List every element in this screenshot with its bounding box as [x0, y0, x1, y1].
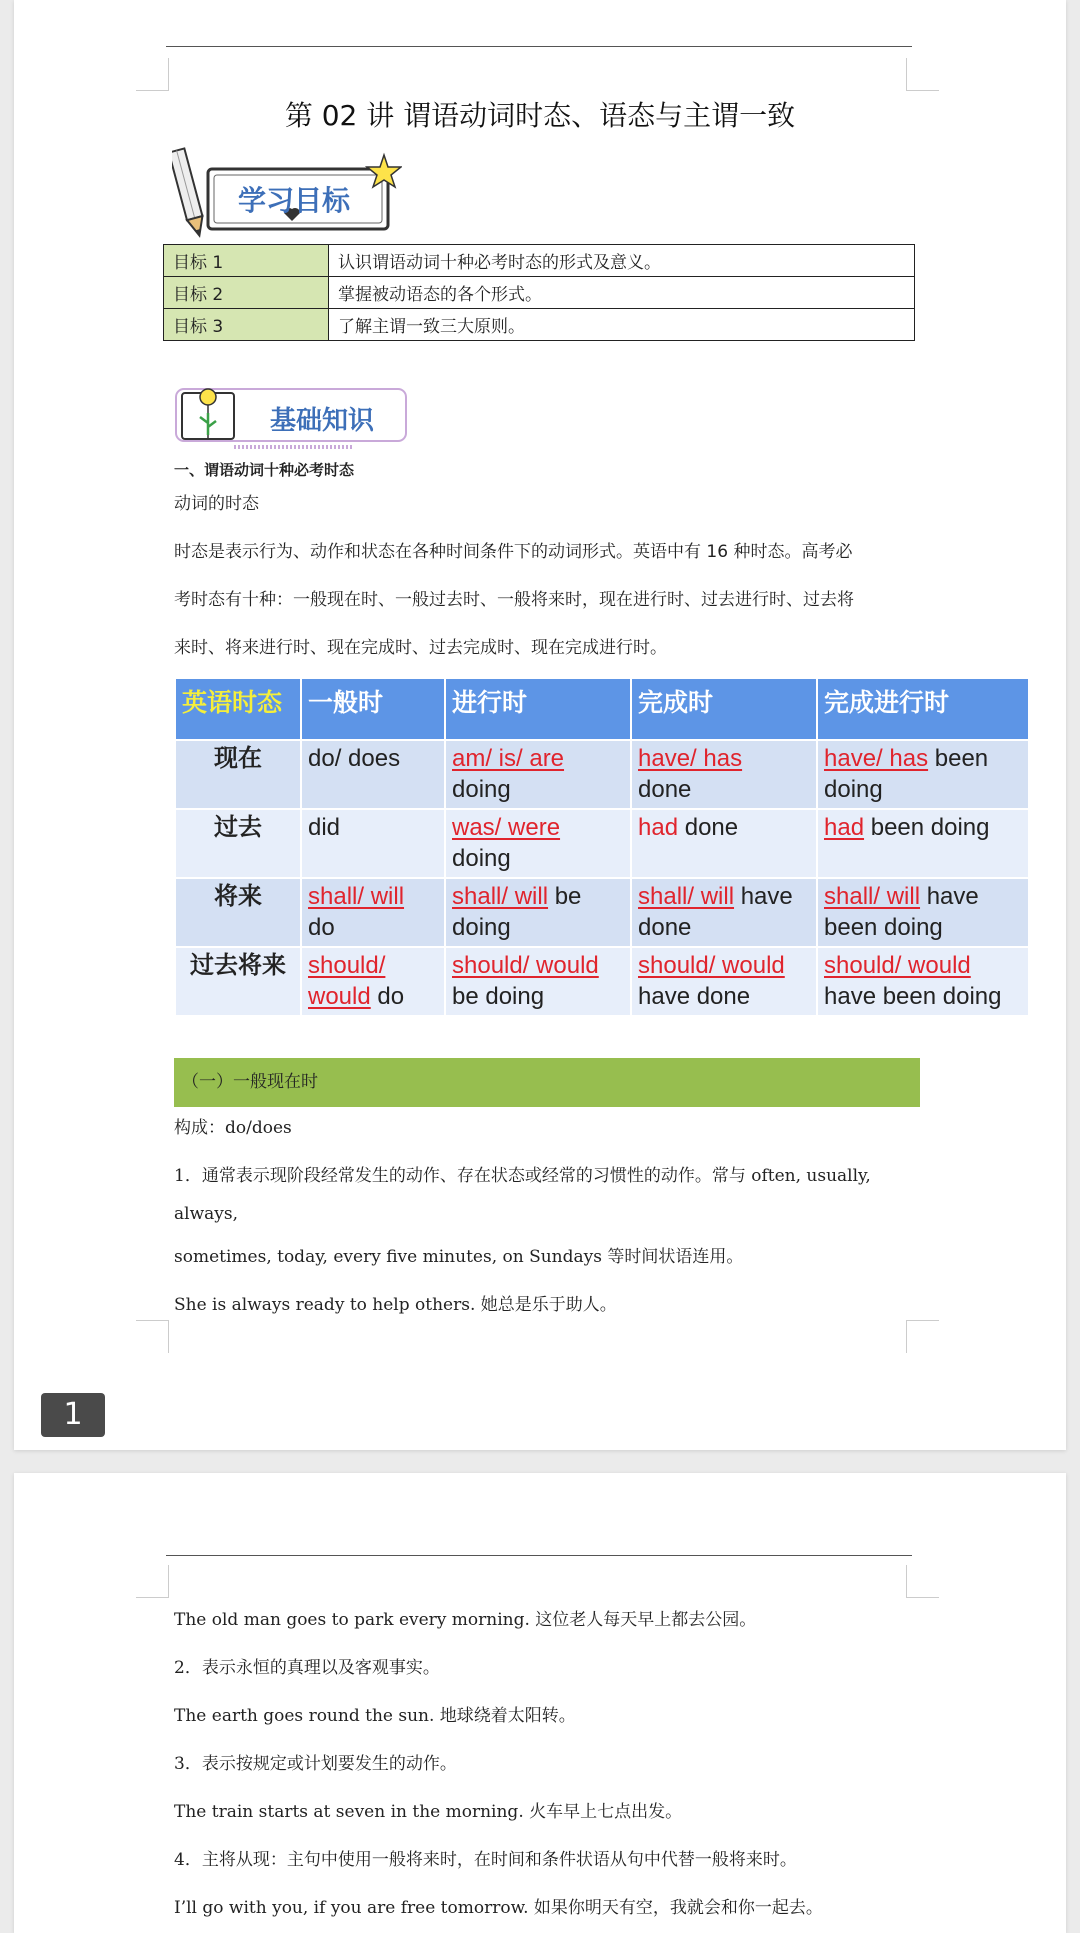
cell-text: be doing [452, 983, 545, 1010]
table-cell: did [302, 810, 444, 877]
subsection-bar [174, 1058, 920, 1107]
cell-text: be doing [452, 883, 582, 941]
table-cell [446, 879, 630, 946]
section-heading: 一、谓语动词十种必考时态 [174, 461, 355, 479]
goals-banner-label: 学习目标 [238, 184, 351, 217]
row-label: 过去 [176, 810, 300, 877]
highlight-text: shall/ will [308, 883, 405, 910]
table-cell [818, 741, 1028, 808]
row-label: 现在 [176, 741, 300, 808]
paragraph-line: always, [174, 1204, 238, 1224]
highlight-text: should/ would [824, 952, 971, 979]
cell-text: have been doing [824, 983, 1002, 1010]
paragraph-line: 3．表示按规定或计划要发生的动作。 [174, 1754, 457, 1774]
document-page-1 [14, 0, 1066, 1450]
table-cell [302, 948, 444, 1015]
goal-key: 目标 1 [164, 245, 329, 277]
corner-mark [906, 1320, 939, 1353]
table-row [164, 277, 915, 309]
highlight-text: have/ has [638, 745, 743, 772]
goal-key: 目标 2 [164, 277, 329, 309]
cell-text: doing [452, 845, 511, 872]
table-cell [446, 741, 630, 808]
header-rule [166, 1555, 912, 1556]
highlight-text: have/ has [824, 745, 929, 772]
highlight-text: had [638, 814, 679, 841]
row-label: 过去将来 [176, 948, 300, 1015]
table-row [164, 309, 915, 341]
paragraph-line: sometimes, today, every five minutes, on Sundays 等时间状语连用。 [174, 1247, 744, 1267]
highlight-text: should/ would [452, 952, 599, 979]
corner-mark [136, 58, 169, 91]
table-row [164, 245, 915, 277]
goals-table [163, 244, 915, 341]
table-header-row [176, 679, 1028, 739]
corner-mark [136, 1565, 169, 1598]
column-header: 一般时 [302, 679, 444, 739]
corner-mark [906, 58, 939, 91]
cell-text: do [308, 914, 335, 941]
cell-text: done [638, 776, 692, 803]
paragraph-line: 2．表示永恒的真理以及客观事实。 [174, 1658, 440, 1678]
table-row [176, 810, 1028, 877]
table-cell [632, 879, 816, 946]
header-rule [166, 46, 912, 47]
highlight-text: shall/ will [452, 883, 549, 910]
table-cell [632, 810, 816, 877]
document-page-2 [14, 1473, 1066, 1933]
paragraph-line: 考时态有十种：一般现在时、一般过去时、一般将来时，现在进行时、过去进行时、过去将 [174, 590, 854, 610]
cell-text: doing [452, 776, 511, 803]
table-row [176, 948, 1028, 1015]
highlight-text: had [824, 814, 865, 841]
table-cell [632, 948, 816, 1015]
cell-text: have been doing [824, 883, 979, 941]
page-number-badge: 1 [41, 1393, 105, 1437]
paragraph-line: 1．通常表示现阶段经常发生的动作、存在状态或经常的习惯性的动作。常与 often, usually, [174, 1166, 871, 1186]
section-subheading: 动词的时态 [174, 494, 259, 514]
basics-banner-label: 基础知识 [270, 406, 375, 436]
row-label: 将来 [176, 879, 300, 946]
corner-mark [906, 1565, 939, 1598]
tense-table [174, 677, 1030, 1017]
example-line: I’ll go with you, if you are free tomorrow. 如果你明天有空，我就会和你一起去。 [174, 1898, 823, 1918]
cell-text: have done [638, 883, 793, 941]
table-cell [632, 741, 816, 808]
paragraph-line: 4．主将从现：主句中使用一般将来时，在时间和条件状语从句中代替一般将来时。 [174, 1850, 797, 1870]
column-header: 英语时态 [176, 679, 300, 739]
example-line: The old man goes to park every morning. 这位老人每天早上都去公园。 [174, 1610, 757, 1630]
goal-text: 了解主谓一致三大原则。 [329, 309, 915, 341]
table-cell [302, 879, 444, 946]
table-row [176, 741, 1028, 808]
table-row [176, 879, 1028, 946]
subsection-title: （一）一般现在时 [182, 1072, 318, 1092]
cell-text: been doing [864, 814, 990, 841]
cell-text: been doing [824, 745, 989, 803]
goal-key: 目标 3 [164, 309, 329, 341]
cell-text: do [370, 983, 405, 1010]
highlight-text: shall/ will [824, 883, 921, 910]
cell-text: have done [638, 983, 751, 1010]
highlight-text: should/ [308, 952, 386, 979]
corner-mark [136, 1320, 169, 1353]
form-line: 构成：do/does [174, 1118, 292, 1138]
column-header: 完成进行时 [818, 679, 1028, 739]
paragraph-line: 时态是表示行为、动作和状态在各种时间条件下的动词形式。英语中有 16 种时态。高考必 [174, 542, 853, 562]
table-cell [818, 810, 1028, 877]
example-line: The earth goes round the sun. 地球绕着太阳转。 [174, 1706, 576, 1726]
page-title: 第 02 讲 谓语动词时态、语态与主谓一致 [284, 99, 796, 132]
goal-text: 掌握被动语态的各个形式。 [329, 277, 915, 309]
column-header: 完成时 [632, 679, 816, 739]
basics-banner [174, 383, 410, 455]
table-cell [818, 948, 1028, 1015]
table-cell [446, 810, 630, 877]
highlight-text: shall/ will [638, 883, 735, 910]
paragraph-line: 来时、将来进行时、现在完成时、过去完成时、现在完成进行时。 [174, 638, 667, 658]
highlight-text: am/ is/ are [452, 745, 565, 772]
highlight-text: would [308, 983, 371, 1010]
table-cell [818, 879, 1028, 946]
goals-banner [172, 143, 402, 238]
column-header: 进行时 [446, 679, 630, 739]
table-cell [446, 948, 630, 1015]
highlight-text: was/ were [452, 814, 561, 841]
example-line: The train starts at seven in the morning. 火车早上七点出发。 [174, 1802, 683, 1822]
table-cell: do/ does [302, 741, 444, 808]
highlight-text: should/ would [638, 952, 785, 979]
cell-text: done [678, 814, 739, 841]
goal-text: 认识谓语动词十种必考时态的形式及意义。 [329, 245, 915, 277]
example-line: She is always ready to help others. 她总是乐于助人。 [174, 1295, 617, 1315]
